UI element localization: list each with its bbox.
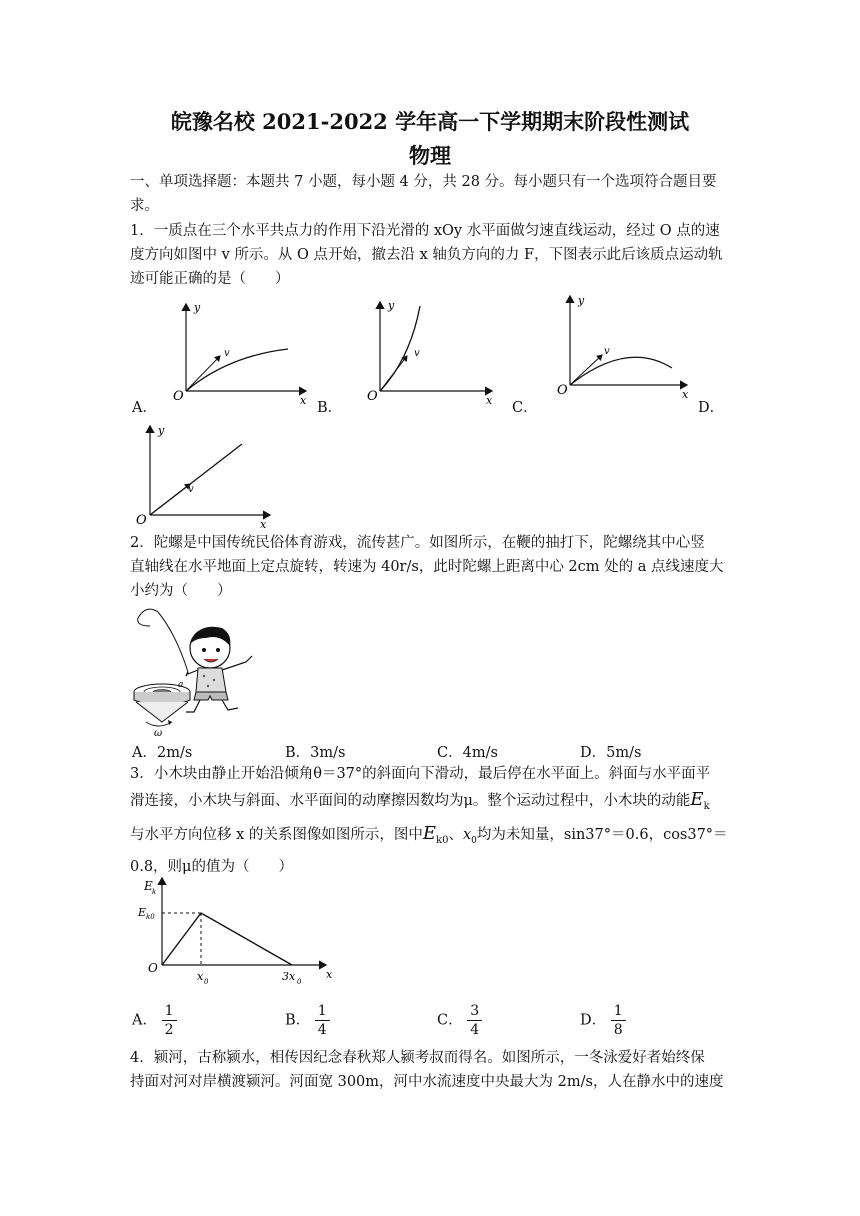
- q2-option-a: A．2m/s: [132, 745, 193, 761]
- q1c-x-label: x: [682, 388, 689, 401]
- q3-line1: 3．小木块由静止开始沿倾角θ＝37°的斜面向下滑动，最后停在水平面上。斜面与水平面平: [130, 766, 711, 782]
- q1d-v-label: v: [188, 484, 194, 495]
- q1-line2: 度方向如图中 v 所示。从 O 点开始，撤去沿 x 轴负方向的力 F，下图表示此后该质点运动轨: [130, 247, 723, 263]
- q3-graph-ek0-sub: k0: [146, 913, 155, 921]
- q1d-y-label: y: [158, 424, 165, 437]
- q3-option-a-den: 2: [164, 1022, 174, 1038]
- q3-line3-mid: 、: [448, 826, 463, 843]
- q3-graph-ek0: E: [138, 906, 147, 919]
- q2-point-a-label: a: [178, 680, 184, 690]
- q3-line3-pre: 与水平方向位移 x 的关系图像如图所示，图中: [130, 826, 423, 843]
- question-4-text: [130, 1046, 730, 1094]
- q3-x0-symbol: x: [462, 826, 472, 843]
- q2-option-b: B．3m/s: [285, 745, 346, 761]
- q1a-x-label: x: [300, 394, 307, 407]
- q3-option-d: [580, 1002, 626, 1039]
- q3-ek-sub: k: [703, 800, 710, 812]
- q3-ek-x-graph: [136, 872, 346, 990]
- q3-line2: 滑连接，小木块与斜面、水平面间的动摩擦因数均为μ。整个运动过程中，小木块的动能: [130, 793, 691, 809]
- q1-option-a: A．: [132, 400, 157, 416]
- q1b-origin-label: O: [367, 389, 378, 404]
- q1-figure-a: [168, 296, 318, 408]
- q2-line2: 直轴线在水平地面上定点旋转，转速为 40r/s，此时陀螺上距离中心 2cm 处的 a 点线速度大: [130, 559, 724, 575]
- q3-option-c: [437, 1002, 482, 1039]
- q3-option-c-den: 4: [470, 1022, 480, 1038]
- q3-option-a: [132, 1002, 177, 1039]
- q1-figure-b: [362, 294, 502, 408]
- q3-line4: 0.8，则μ的值为（ ）: [130, 858, 293, 875]
- q3-line3-post: 均为未知量，sin37°＝0.6，cos37°＝: [476, 826, 728, 843]
- q3-ek-symbol: E: [690, 789, 704, 810]
- q2-spinning-top-illustration: [128, 604, 268, 738]
- q3-option-b-den: 4: [317, 1022, 327, 1038]
- q3-x0-sub: 0: [471, 835, 477, 846]
- q1-figure-d: [132, 420, 282, 532]
- q2-omega-label: ω: [154, 728, 163, 738]
- q3-graph-ylabel-sub: k: [152, 888, 157, 896]
- q2-line3: 小约为（ ）: [130, 583, 232, 599]
- q1-option-c: C．: [512, 400, 538, 416]
- q3-graph-3x0: 3x: [282, 970, 296, 983]
- question-2-text: [130, 531, 730, 603]
- q1a-y-label: y: [194, 301, 201, 314]
- q3-option-d-den: 8: [613, 1022, 623, 1038]
- q1b-x-label: x: [486, 394, 493, 407]
- q1b-y-label: y: [388, 299, 395, 312]
- q3-line2-wrap: [130, 786, 730, 820]
- q3-graph-ylabel: E: [144, 879, 153, 893]
- q3-option-a-num: 1: [162, 1002, 177, 1021]
- q1a-v-label: v: [224, 348, 230, 359]
- question-1-text: [130, 219, 730, 291]
- q3-option-b: [285, 1002, 330, 1039]
- q3-graph-3x0-sub: 0: [297, 978, 302, 986]
- q3-graph-xlabel: x: [326, 968, 333, 981]
- section-intro-line1: 一、单项选择题：本题共 7 小题，每小题 4 分，共 28 分。每小题只有一个选项符合题目要: [130, 174, 717, 190]
- q3-option-c-num: 3: [467, 1002, 482, 1021]
- q3-graph-x0-sub: 0: [204, 978, 209, 986]
- q3-ek0-symbol: E: [422, 822, 437, 844]
- q3-option-c-label: C．: [437, 1012, 463, 1029]
- q3-option-d-label: D．: [580, 1012, 607, 1029]
- q3-option-a-label: A．: [132, 1012, 157, 1029]
- q1-line1: 1．一质点在三个水平共点力的作用下沿光滑的 xOy 水平面做匀速直线运动，经过 O 点的速: [130, 223, 720, 239]
- q4-line1: 4．颍河，古称颍水，相传因纪念春秋郑人颍考叔而得名。如图所示，一冬泳爱好者始终保: [130, 1050, 705, 1066]
- q4-line2: 持面对河对岸横渡颍河。河面宽 300m，河中水流速度中央最大为 2m/s，人在静水中的速度: [130, 1074, 724, 1090]
- q3-graph-origin: O: [148, 961, 158, 975]
- q1-option-b: B．: [317, 400, 343, 416]
- q3-graph-x0: x: [197, 970, 204, 983]
- q2-line1: 2．陀螺是中国传统民俗体育游戏，流传甚广。如图所示，在鞭的抽打下，陀螺绕其中心竖: [130, 535, 705, 551]
- q1d-origin-label: O: [136, 513, 147, 528]
- subject-title: 物理: [409, 143, 451, 168]
- q1d-x-label: x: [260, 518, 267, 531]
- section-intro: [130, 170, 730, 218]
- q3-option-d-num: 1: [611, 1002, 626, 1021]
- q3-option-b-label: B．: [285, 1012, 311, 1029]
- exam-title: 皖豫名校 2021-2022 学年高一下学期期末阶段性测试: [170, 109, 690, 134]
- q3-ek0-sub: k0: [436, 834, 449, 846]
- q3-line3-wrap: [130, 820, 730, 855]
- q1c-origin-label: O: [557, 383, 568, 398]
- q1c-y-label: y: [578, 294, 585, 307]
- q2-option-c: C．4m/s: [437, 745, 498, 761]
- section-intro-line2: 求。: [130, 198, 159, 214]
- q1-figure-c: [552, 290, 697, 402]
- q1c-v-label: v: [604, 346, 610, 357]
- q1b-v-label: v: [414, 348, 420, 359]
- q2-option-d: D．5m/s: [580, 745, 642, 761]
- q3-option-b-num: 1: [315, 1002, 330, 1021]
- question-3-text: [130, 762, 730, 879]
- q1a-origin-label: O: [173, 389, 184, 404]
- q1-option-d: D．: [698, 400, 725, 416]
- q1-line3: 迹可能正确的是（ ）: [130, 271, 290, 287]
